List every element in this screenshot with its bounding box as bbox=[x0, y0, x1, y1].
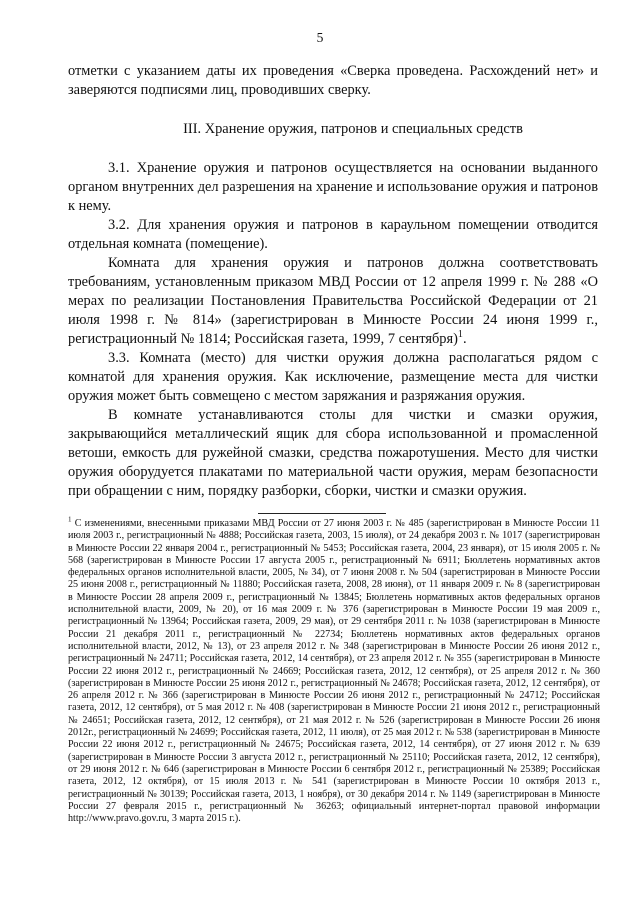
footnote-marker: 1 bbox=[68, 515, 72, 524]
paragraph-cleaning-room: В комнате устанавливаются столы для чистки и смазки оружия, закрывающийся металлический ящик для сбора использованной и промасленной ветоши, емкость для ружейной смазки, средства пожаротушения. Место для чистки оружия оборудуется плакатами по материальной части оружия, мерам безопасности при обращении с ним, порядку разборки, сборки, чистки и смазки оружия. bbox=[68, 407, 598, 499]
footnote-reference[interactable]: 1 bbox=[457, 329, 463, 341]
paragraph-storage-room bbox=[68, 254, 598, 349]
main-text bbox=[68, 62, 598, 501]
paragraph-storage-room-end: . bbox=[462, 331, 467, 347]
paragraph-3-1: 3.1. Хранение оружия и патронов осуществляется на основании выданного органом внутренних дел разрешения на хранение и использование оружия и патронов к нему. bbox=[68, 160, 598, 214]
page-number: 5 bbox=[316, 30, 324, 45]
footnote bbox=[68, 515, 601, 825]
paragraph-3-2: 3.2. Для хранения оружия и патронов в караульном помещении отводится отдельная комната (помещение). bbox=[68, 217, 598, 252]
footnote-text: С изменениями, внесенными приказами МВД России от 27 июня 2003 г. № 485 (зарегистрирован в Минюсте России 11 июля 2003 г., регистрационный № 4888; Российская газета, 2003, 15 июля), от 24 декабря 2003 г. № 1017 (зарегистрирован в Минюсте России 22 января 2004 г., регистрационный № 5453; Российская газета, 2004, 23 января), от 15 июля 2005 г. № 568 (зарегистрирован в Минюсте России 17 августа 2005 г., регистрационный № 6911; Бюллетень нормативных актов федеральных органов исполнительной власти, 2005, № 34), от 7 июня 2008 г. № 504 (зарегистрирован в Минюсте России 25 июня 2008 г., регистрационный № 11880; Российская газета, 2008, 28 июня), от 11 января 2009 г. № 8 (зарегистрирован в Минюсте России 28 апреля 2009 г., регистрационный № 13845; Бюллетень нормативных актов федеральных органов исполнительной власти, 2009, № 20), от 16 мая 2009 г. № 376 (зарегистрирован в Минюсте России 19 мая 2009 г., регистрационный № 13964; Российская газета, 2009, 29 мая), от 29 сентября 2011 г. № 1038 (зарегистрирован в Минюсте России 21 декабря 2011 г., регистрационный № 22734; Бюллетень нормативных актов федеральных органов исполнительной власти, 2012, № 13), от 23 апреля 2012 г. № 348 (зарегистрирован в Минюсте России 26 июня 2012 г., регистрационный № 24711; Российская газета, 2012, 14 сентября), от 23 апреля 2012 г. № 355 (зарегистрирован в Минюсте России 22 июня 2012 г., регистрационный № 24669; Российская газета, 2012, 12 сентября), от 25 апреля 2012 г. № 360 (зарегистрирован в Минюсте России 25 июня 2012 г., регистрационный № 24678; Российская газета, 2012, 12 сентября), от 26 апреля 2012 г. № 366 (зарегистрирован в Минюсте России 26 июня 2012 г., регистрационный № 24712; Российская газета, 2012, 12 сентября), от 5 мая 2012 г. № 408 (зарегистрирован в Минюсте России 21 июня 2012 г., регистрационный № 24651; Российская газета, 2012, 12 сентября), от 21 мая 2012 г. № 526 (зарегистрирован в Минюсте России 26 июня 2012г., регистрационный № 24699; Российская газета, 2012, 11 июля), от 25 мая 2012 г. № 538 (зарегистрирован в Минюсте России 22 июня 2012 г., регистрационный № 24675; Российская газета, 2012, 14 сентября), от 27 июня 2012 г. № 639 (зарегистрирован в Минюсте России 3 августа 2012 г., регистрационный № 25110; Российская газета, 2012, 12 сентября), от 29 июня 2012 г. № 646 (зарегистрирован в Минюсте России 6 сентября 2012 г., регистрационный № 25389; Российская газета, 2012, 12 октября), от 15 июля 2013 г. № 541 (зарегистрирован в Минюсте России 10 октября 2013 г., регистрационный № 30139; Российская газета, 2013, 1 ноября), от 30 декабря 2014 г. № 1149 (зарегистрирован в Минюсте России 27 февраля 2015 г., регистрационный № 36263; официальный интернет-портал правовой информации http://www.pravo.gov.ru, 3 марта 2015 г.). bbox=[68, 518, 601, 825]
paragraph-storage-room-text: Комната для хранения оружия и патронов должна соответствовать требованиям, установленным приказом МВД России от 12 апреля 1999 г. № 288 «О мерах по реализации Постановления Правительства Российской Федерации от 21 июля 1998 г. № 814» (зарегистрирован в Минюсте России 24 июня 1999 г., регистрационный № 1814; Российская газета, 1999, 7 сентября) bbox=[68, 255, 598, 347]
section-heading: III. Хранение оружия, патронов и специальных средств bbox=[183, 121, 523, 137]
paragraph-continuation: отметки с указанием даты их проведения «Сверка проведена. Расхождений нет» и заверяются подписями лиц, проводивших сверку. bbox=[68, 63, 598, 98]
footnote-separator bbox=[258, 513, 386, 514]
paragraph-3-3: 3.3. Комната (место) для чистки оружия должна располагаться рядом с комнатой для хранения оружия. Как исключение, размещение места для чистки оружия может быть совмещено с местом заряжания и разряжания оружия. bbox=[68, 350, 598, 404]
